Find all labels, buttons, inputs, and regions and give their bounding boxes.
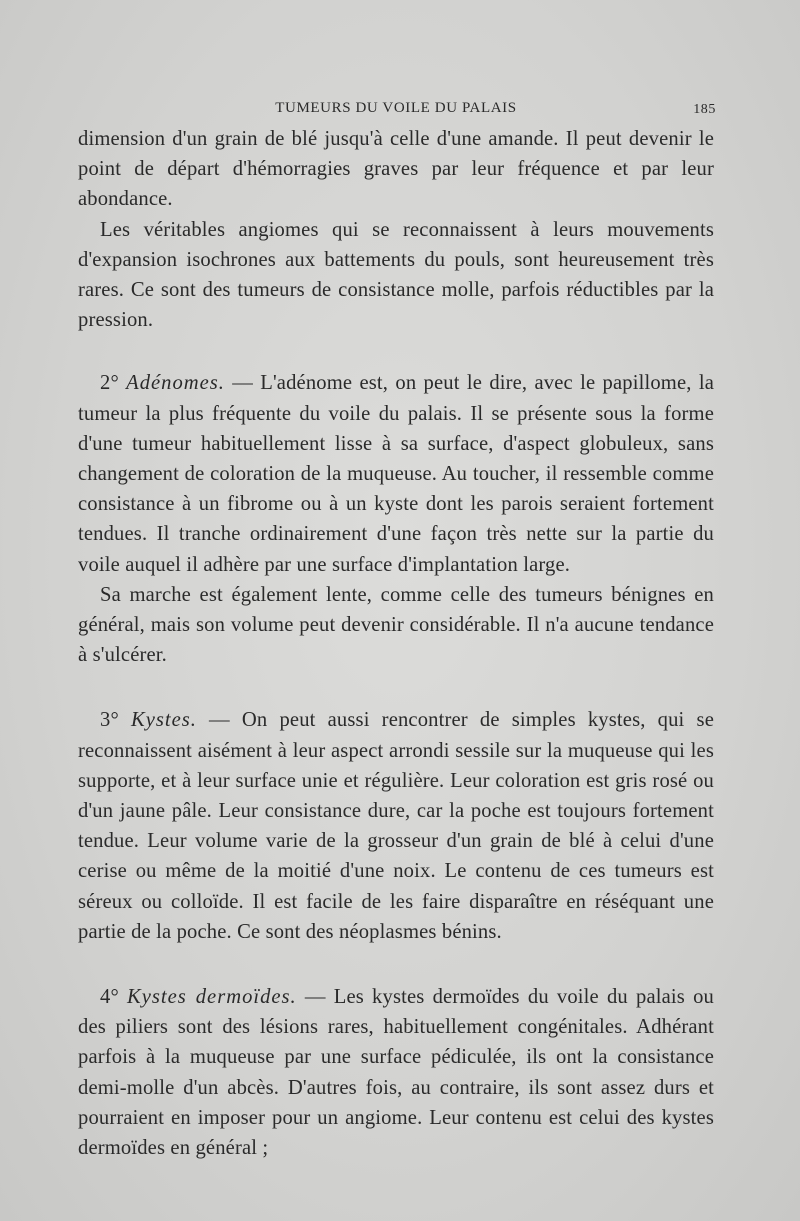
section-title: Kystes. bbox=[130, 709, 197, 732]
paragraph-angiomes: Les véritables angiomes qui se reconnaissent à leurs mouvements d'expansion isochrones aux battements du pouls, sont heureusement très rares. Ce sont des tumeurs de consistance molle, parfois réductibles par la pression. bbox=[78, 218, 714, 332]
section-gap bbox=[78, 947, 714, 982]
section-gap bbox=[78, 335, 714, 368]
page-number: 185 bbox=[693, 102, 716, 117]
running-head bbox=[78, 98, 714, 124]
section-title: Adénomes. bbox=[126, 372, 225, 395]
section-text: — L'adénome est, on peut le dire, avec le papillome, la tumeur la plus fréquente du voile du palais. Il se présente sous la forme d'une tumeur habituellement lisse à sa surface, d'aspect globuleux, sans changement de coloration de la muqueuse. Au toucher, il ressemble comme consistance à un fibrome ou à un kyste dont les parois seraient fortement tendues. Il tranche ordinairement d'une façon très nette sur la partie du voile auquel il adhère par une surface d'implantation large. bbox=[78, 372, 714, 576]
paragraph-marche: Sa marche est également lente, comme celle des tumeurs bénignes en général, mais son volume peut devenir considérable. Il n'a aucune tendance à s'ulcérer. bbox=[78, 583, 714, 667]
section-title: Kystes dermoïdes. bbox=[127, 986, 297, 1009]
section-number: 4° bbox=[100, 986, 119, 1009]
section-gap bbox=[78, 670, 714, 705]
paragraph-continuation: dimension d'un grain de blé jusqu'à celle d'une amande. Il peut devenir le point de départ d'hémorragies graves par leur fréquence et par leur abondance. bbox=[78, 128, 714, 211]
running-title: TUMEURS DU VOILE DU PALAIS bbox=[275, 100, 517, 116]
section-adenomes bbox=[78, 368, 714, 579]
section-number: 3° bbox=[100, 709, 119, 732]
section-text: — Les kystes dermoïdes du voile du palais ou des piliers sont des lésions rares, habituellement congénitales. Adhérant parfois à la muqueuse par une surface pédiculée, ils ont la consistance demi-molle d'un abcès. D'autres fois, au contraire, ils sont assez durs et pourraient en imposer pour un angiome. Leur contenu est celui des kystes dermoïdes en général ; bbox=[78, 986, 714, 1160]
section-text: — On peut aussi rencontrer de simples kystes, qui se reconnaissent aisément à leur aspect arrondi sessile sur la muqueuse qui les supporte, et à leur surface unie et régulière. Leur coloration est gris rosé ou d'un jaune pâle. Leur consistance dure, car la poche est toujours fortement tendue. Leur volume varie de la grosseur d'un grain de blé à celui d'une cerise ou même de la moitié d'une noix. Le contenu de ces tumeurs est séreux ou colloïde. Il est facile de les faire disparaître en réséquant une partie de la poche. Ce sont des néoplasmes bénins. bbox=[78, 709, 714, 943]
section-kystes-dermoides bbox=[78, 982, 714, 1163]
section-kystes bbox=[78, 705, 714, 947]
section-number: 2° bbox=[100, 372, 119, 395]
book-page bbox=[78, 98, 714, 1163]
